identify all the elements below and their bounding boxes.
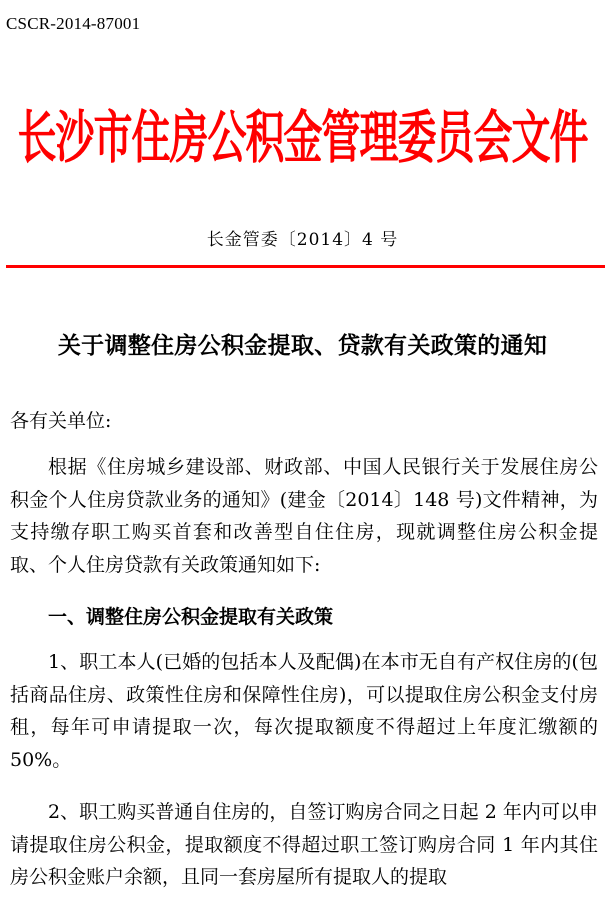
body-paragraph: 1、职工本人(已婚的包括本人及配偶)在本市无自有产权住房的(包括商品住房、政策性住房和保障性住房)，可以提取住房公积金支付房租，每年可申请提取一次，每次提取额度不得超过上年度汇缴额的 50%。 [10,651,598,771]
body-paragraph: 2、职工购买普通自住房的，自签订购房合同之日起 2 年内可以申请提取住房公积金，提取额度不得超过职工签订购房合同 1 年内其住房公积金账户余额，且同一套房屋所有提取人的提取 [10,801,598,888]
document-id: CSCR-2014-87001 [6,14,141,33]
salutation: 各有关单位: [10,410,112,432]
section-heading: 一、调整住房公积金提取有关政策 [48,606,334,628]
document-title: 关于调整住房公积金提取、贷款有关政策的通知 [57,332,548,359]
red-divider-line [6,265,605,268]
document-number: 长金管委〔2014〕4 号 [206,230,399,250]
body-paragraph: 根据《住房城乡建设部、财政部、中国人民银行关于发展住房公积金个人住房贷款业务的通知》(建金〔2014〕148 号)文件精神，为支持缴存职工购买首套和改善型自住住房，现就调整住房公积金提取、个人住房贷款有关政策通知如下: [10,456,598,576]
issuer-header: 长沙市住房公积金管理委员会文件 [17,104,588,172]
